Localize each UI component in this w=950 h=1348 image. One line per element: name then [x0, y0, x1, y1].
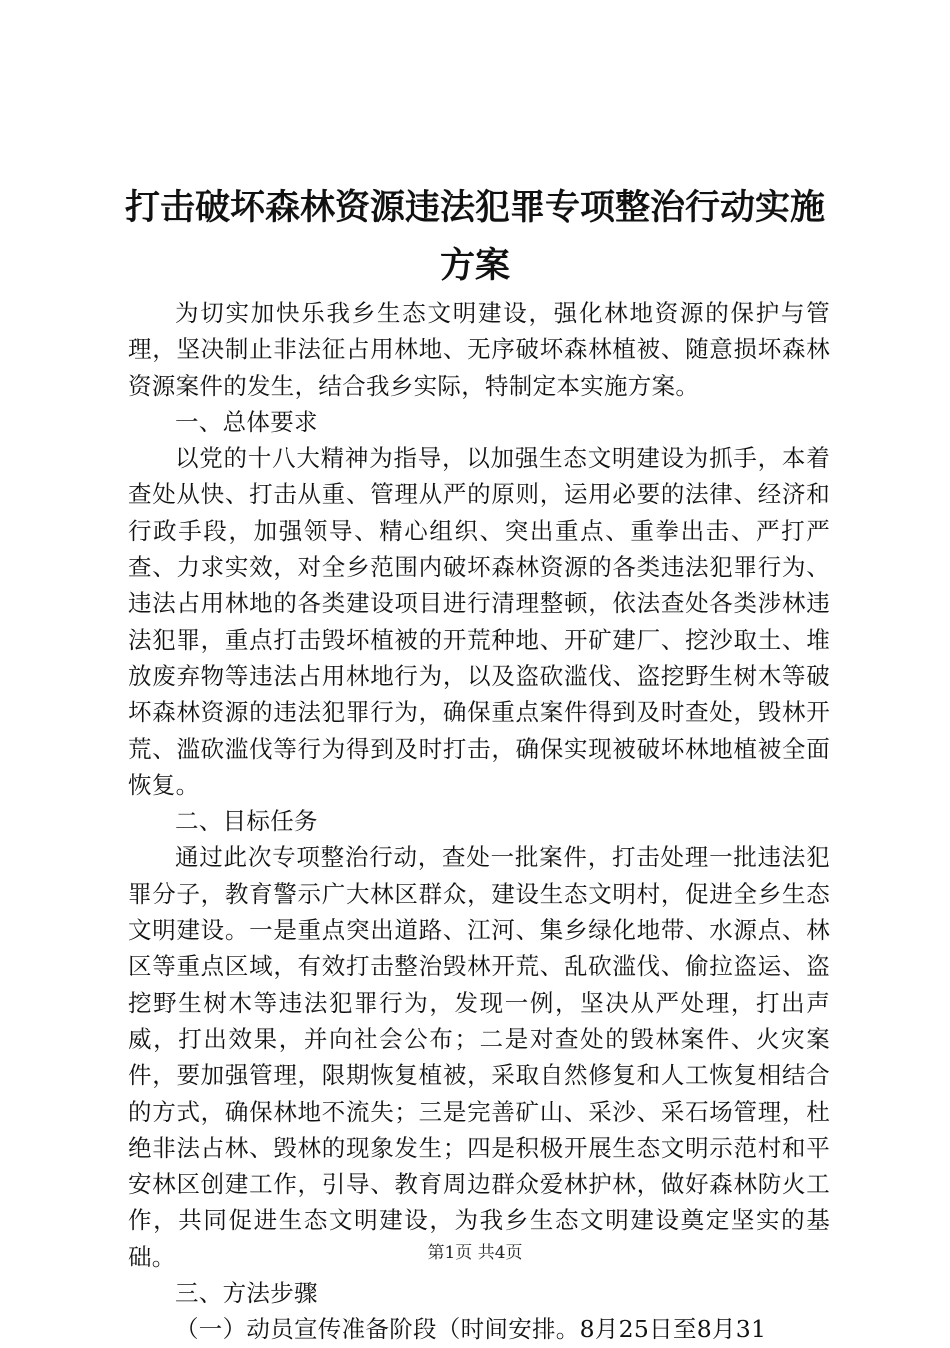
general-requirements-paragraph: 以党的十八大精神为指导，以加强生态文明建设为抓手，本着查处从快、打击从重、管理从严的原则，运用必要的法律、经济和行政手段，加强领导、精心组织、突出重点、重拳出击、严打严查、力求实效，对全乡范围内破坏森林资源的各类违法犯罪行为、违法占用林地的各类建设项目进行清理整顿，依法查处各类涉林违法犯罪，重点打击毁坏植被的开荒种地、开矿建厂、挖沙取土、堆放废弃物等违法占用林地行为，以及盗砍滥伐、盗挖野生树木等破坏森林资源的违法犯罪行为，确保重点案件得到及时查处，毁林开荒、滥砍滥伐等行为得到及时打击，确保实现被破坏林地植被全面恢复。 — [128, 444, 830, 799]
page-footer: 第1页 共4页 — [427, 1243, 523, 1263]
intro-paragraph: 为切实加快乐我乡生态文明建设，强化林地资源的保护与管理，坚决制止非法征占用林地、无序破坏森林植被、随意损坏森林资源案件的发生，结合我乡实际，特制定本实施方案。 — [128, 299, 830, 400]
section-heading-goals-tasks: 二、目标任务 — [175, 807, 318, 836]
section-heading-general-requirements: 一、总体要求 — [175, 407, 318, 436]
methods-steps-paragraph: （一）动员宣传准备阶段（时间安排。8月25日至8月31 — [175, 1315, 767, 1344]
section-heading-methods-steps: 三、方法步骤 — [175, 1279, 318, 1308]
goals-tasks-paragraph: 通过此次专项整治行动，查处一批案件，打击处理一批违法犯罪分子，教育警示广大林区群众，建设生态文明村，促进全乡生态文明建设。一是重点突出道路、江河、集乡绿化地带、水源点、林区等重点区域，有效打击整治毁林开荒、乱砍滥伐、偷拉盗运、盗挖野生树木等违法犯罪行为，发现一例，坚决从严处理，打出声威，打出效果，并向社会公布；二是对查处的毁林案件、火灾案件，要加强管理，限期恢复植被，采取自然修复和人工恢复相结合的方式，确保林地不流失；三是完善矿山、采沙、采石场管理，杜绝非法占林、毁林的现象发生；四是积极开展生态文明示范村和平安林区创建工作，引导、教育周边群众爱林护林，做好森林防火工作，共同促进生态文明建设，为我乡生态文明建设奠定坚实的基础。 — [128, 843, 830, 1271]
document-body — [128, 295, 830, 1348]
document-title-line-1: 打击破坏森林资源违法犯罪专项整治行动实施 — [124, 188, 825, 228]
document-title-line-2: 方案 — [439, 246, 510, 286]
